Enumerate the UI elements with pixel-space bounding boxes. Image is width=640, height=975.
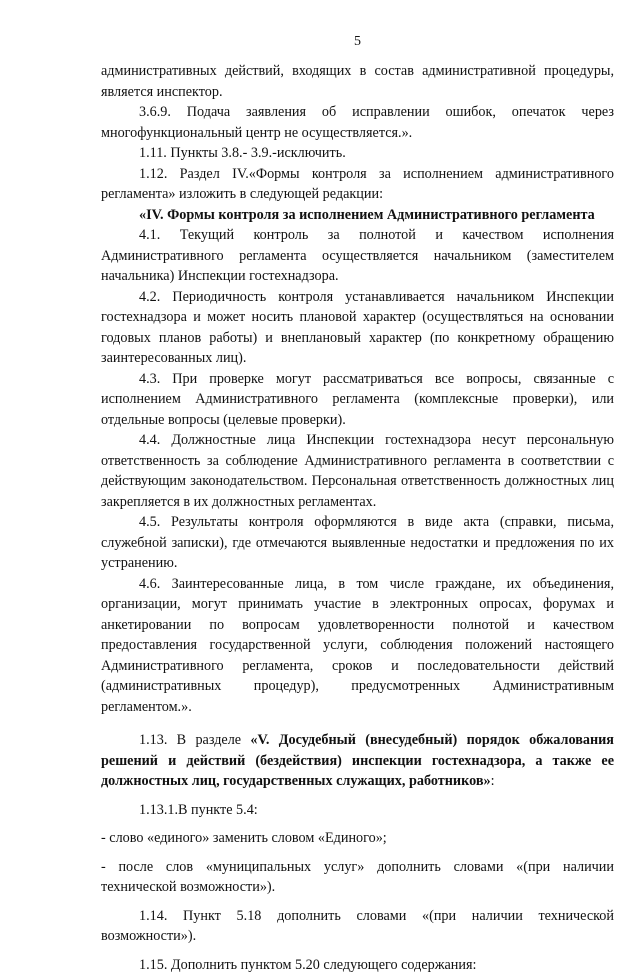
paragraph-1-12: 1.12. Раздел IV.«Формы контроля за исполнением административного регламента» изложить в следующей редакции: [101,164,614,205]
paragraph-1-13 [101,730,614,792]
paragraph-4-1: 4.1. Текущий контроль за полнотой и качеством исполнения Административного регламента осуществляется начальником (заместителем начальника) Инспекции гостехнадзора. [101,225,614,287]
paragraph-4-5: 4.5. Результаты контроля оформляются в виде акта (справки, письма, служебной записки), где отмечаются выявленные недостатки и предложения по их устранению. [101,512,614,574]
section-iv-heading [101,205,614,226]
paragraph-1-14: 1.14. Пункт 5.18 дополнить словами «(при наличии технической возможности»). [101,906,614,947]
paragraph-1-11: 1.11. Пункты 3.8.- 3.9.-исключить. [101,143,614,164]
paragraph-3-6-9: 3.6.9. Подача заявления об исправлении ошибок, опечаток через многофункциональный центр не осуществляется.». [101,102,614,143]
paragraph-4-3: 4.3. При проверке могут рассматриваться все вопросы, связанные с исполнением Административного регламента (комплексные проверки), или отдельные вопросы (целевые проверки). [101,369,614,431]
list-item-replace-word: - слово «единого» заменить словом «Единого»; [101,828,614,849]
section-iv-heading-text: «IV. Формы контроля за исполнением Административного регламента [139,207,595,223]
paragraph-1-13-1: 1.13.1.В пункте 5.4: [101,800,614,821]
paragraph-1-13-prefix: 1.13. В разделе [139,732,250,748]
page-number: 5 [101,34,614,50]
paragraph-1-15: 1.15. Дополнить пунктом 5.20 следующего содержания: [101,955,614,975]
paragraph-continuation: административных действий, входящих в состав административной процедуры, является инспектор. [101,61,614,102]
paragraph-4-4: 4.4. Должностные лица Инспекции гостехнадзора несут персональную ответственность за соблюдение Административного регламента в соответствии с действующим законодательством. Персональная ответственность должностных лиц закрепляется в их должностных регламентах. [101,430,614,512]
paragraph-1-13-suffix: : [491,773,495,789]
paragraph-4-6: 4.6. Заинтересованные лица, в том числе граждане, их объединения, организации, могут принимать участие в электронных опросах, форумах и анкетировании по вопросам удовлетворенности полнотой и качеством предоставления государственной услуги, соблюдения положений настоящего Административного регламента, сроков и последовательности действий (административных процедур), предусмотренных Административным регламентом.». [101,574,614,718]
list-item-add-words: - после слов «муниципальных услуг» дополнить словами «(при наличии технической возможности»). [101,857,614,898]
paragraph-4-2: 4.2. Периодичность контроля устанавливается начальником Инспекции гостехнадзора и может носить плановой характер (осуществляться на основании годовых планов работы) и внеплановый характер (по конкретному обращению заинтересованных лиц). [101,287,614,369]
section-v-title: «V. Досудебный (внесудебный) порядок обжалования решений и действий (бездействия) инспекции гостехнадзора, а также ее должностных лиц, государственных служащих, работников» [101,732,614,789]
